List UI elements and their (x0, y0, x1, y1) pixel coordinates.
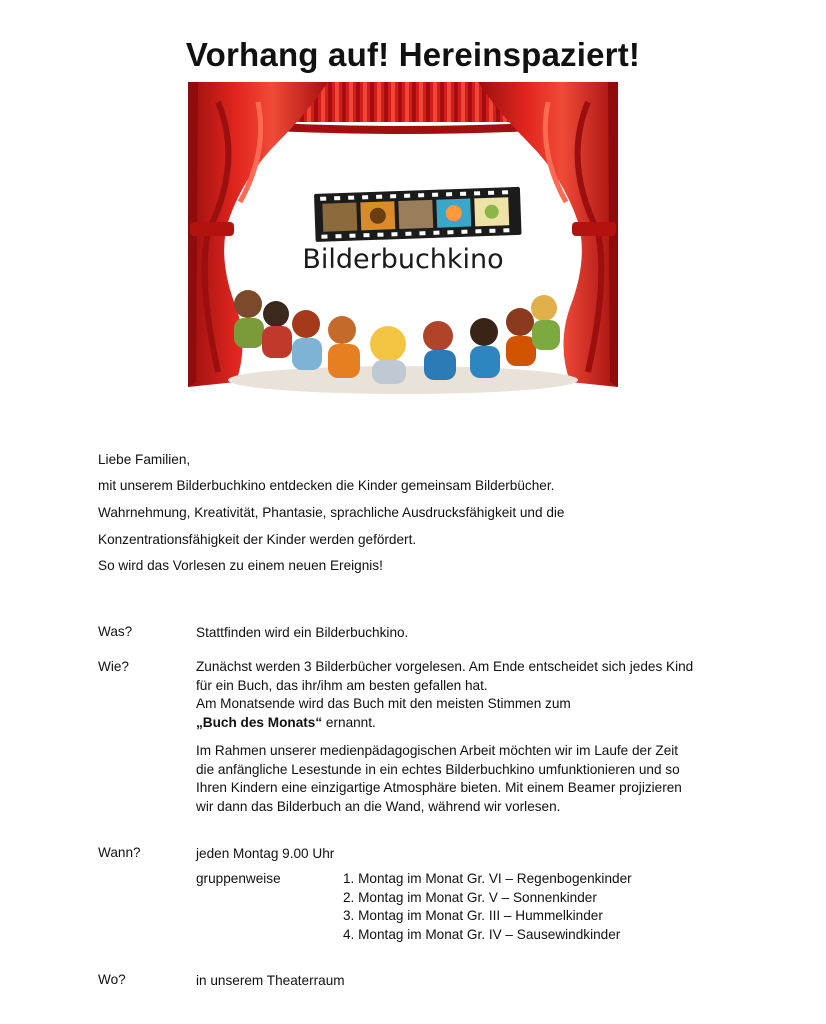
label-wie: Wie? (98, 659, 129, 674)
wie-line-4 (196, 714, 716, 733)
curtain-illustration (188, 82, 618, 398)
wie-paragraph-1 (196, 658, 716, 732)
label-wann: Wann? (98, 845, 141, 860)
list-item: 2. Montag im Monat Gr. V – Sonnenkinder (343, 889, 597, 905)
wie-p2-line-1: Im Rahmen unserer medienpädagogischen Arbeit möchten wir im Laufe der Zeit (196, 743, 679, 758)
wie-line-2: für ein Buch, das ihr/ihm am besten gefallen hat. (196, 677, 488, 693)
buch-des-monats: „Buch des Monats“ (196, 714, 323, 730)
intro-greeting: Liebe Familien, (98, 452, 191, 467)
group-schedule-list (343, 870, 632, 944)
wie-line-1: Zunächst werden 3 Bilderbücher vorgelesen. Am Ende entscheidet sich jedes Kind (196, 659, 694, 674)
wie-p2-line-2: die anfängliche Lesestunde in ein echtes Bilderbuchkino umfunktionieren und so (196, 761, 680, 777)
intro-line-3: Konzentrationsfähigkeit der Kinder werden gefördert. (98, 532, 417, 547)
list-item: 1. Montag im Monat Gr. VI – Regenbogenkinder (343, 871, 632, 886)
group-label: gruppenweise (196, 871, 281, 886)
intro-line-4: So wird das Vorlesen zu einem neuen Ereignis! (98, 558, 383, 573)
wie-p2-line-3: Ihren Kindern eine einzigartige Atmosphäre bieten. Mit einem Beamer projizieren (196, 780, 682, 795)
wie-ernannt: ernannt. (322, 714, 376, 730)
wie-p2-line-4: wir dann das Bilderbuch an die Wand, während wir vorlesen. (196, 798, 561, 814)
intro-line-2: Wahrnehmung, Kreativität, Phantasie, sprachliche Ausdrucksfähigkeit und die (98, 505, 565, 520)
wie-paragraph-2 (196, 742, 716, 816)
intro-line-1: mit unserem Bilderbuchkino entdecken die Kinder gemeinsam Bilderbücher. (98, 478, 555, 493)
wo-text: in unserem Theaterraum (196, 973, 345, 988)
wie-line-3: Am Monatsende wird das Buch mit den meisten Stimmen zum (196, 696, 571, 711)
logo-text: Bilderbuchkino (302, 244, 504, 275)
film-strip-logo (314, 187, 522, 242)
list-item: 4. Montag im Monat Gr. IV – Sausewindkinder (343, 926, 621, 942)
wann-text: jeden Montag 9.00 Uhr (196, 846, 335, 861)
label-wo: Wo? (98, 972, 126, 987)
was-text: Stattfinden wird ein Bilderbuchkino. (196, 625, 409, 640)
list-item: 3. Montag im Monat Gr. III – Hummelkinder (343, 908, 603, 923)
label-was: Was? (98, 624, 133, 639)
children-audience (228, 290, 578, 394)
page-title: Vorhang auf! Hereinspaziert! (185, 36, 641, 73)
